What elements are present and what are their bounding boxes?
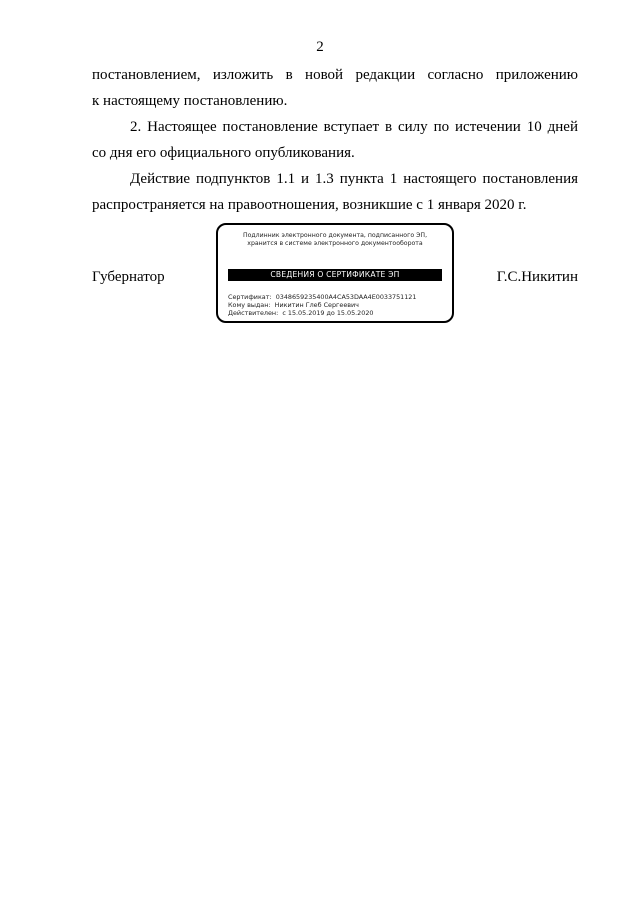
certificate-row [228, 293, 446, 301]
paragraph-line: к настоящему постановлению. [92, 93, 288, 109]
issued-to-label: Кому выдан: [228, 301, 273, 309]
validity-label: Действителен: [228, 309, 281, 317]
signer-position: Губернатор [92, 269, 165, 285]
certificate-value: 0348659235400A4CA53DAA4E0033751121 [275, 293, 417, 301]
stamp-header [218, 232, 452, 248]
page-number: 2 [316, 39, 324, 55]
paragraph-line: постановлением, изложить в новой редакции согласно приложению [92, 67, 578, 83]
paragraph-line: Действие подпунктов 1.1 и 1.3 пункта 1 настоящего постановления [130, 171, 578, 187]
document-body [92, 62, 578, 218]
issued-to-row [228, 301, 446, 309]
paragraph-1 [92, 62, 578, 114]
stamp-details [228, 293, 446, 317]
paragraph-line: распространяется на правоотношения, возникшие с 1 января 2020 г. [92, 197, 527, 213]
stamp-header-line: хранится в системе электронного документооборота [247, 240, 423, 247]
certificate-label: Сертификат: [228, 293, 274, 301]
stamp-header-line: Подлинник электронного документа, подписанного ЭП, [242, 232, 428, 239]
validity-value: с 15.05.2019 до 15.05.2020 [282, 309, 374, 317]
signer-name: Г.С.Никитин [496, 269, 578, 285]
validity-row [228, 309, 446, 317]
paragraph-line: 2. Настоящее постановление вступает в силу по истечении 10 дней [130, 119, 578, 135]
stamp-title: СВЕДЕНИЯ О СЕРТИФИКАТЕ ЭП [228, 269, 442, 281]
issued-to-value: Никитин Глеб Сергеевич [274, 301, 359, 309]
paragraph-3 [92, 166, 578, 218]
paragraph-line: со дня его официального опубликования. [92, 145, 355, 161]
paragraph-2 [92, 114, 578, 166]
electronic-signature-stamp [216, 223, 454, 323]
